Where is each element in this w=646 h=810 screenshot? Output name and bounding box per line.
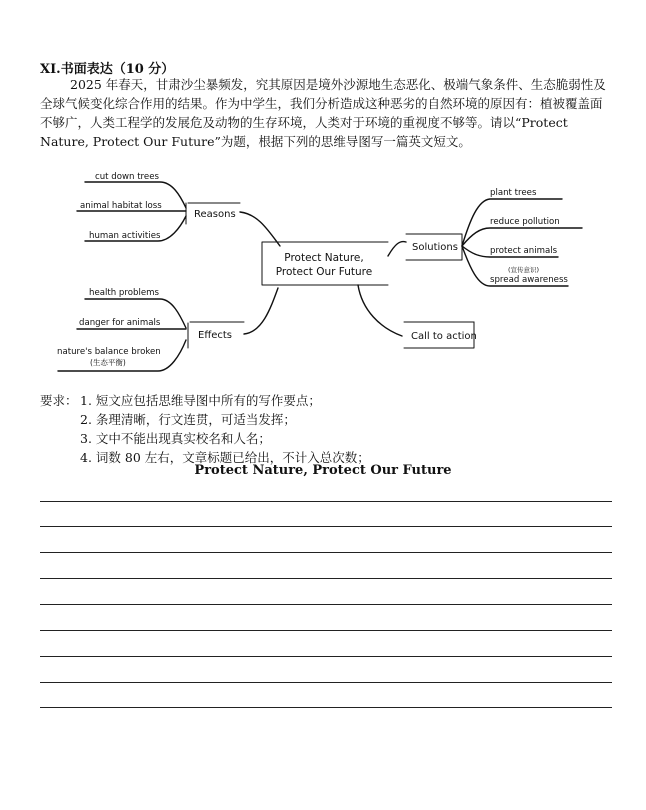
effects-item-2: danger for animals — [79, 318, 161, 328]
answer-line[interactable] — [40, 552, 612, 553]
effects-note: (生态平衡) — [90, 358, 126, 367]
section-heading: XI.书面表达（10 分） — [40, 62, 175, 77]
requirement-item: 3. 文中不能出现真实校名和人名； — [80, 431, 271, 446]
requirement-item: 4. 词数 80 左右，文章标题已给出，不计入总次数； — [80, 450, 370, 465]
effects-item-3: nature's balance broken — [57, 347, 161, 357]
call-to-action-connector — [358, 285, 402, 336]
solutions-item-2: reduce pollution — [490, 217, 560, 227]
effects-label: Effects — [198, 330, 232, 341]
answer-line[interactable] — [40, 526, 612, 527]
answer-line[interactable] — [40, 656, 612, 657]
effects-connector — [244, 288, 278, 334]
call-to-action-label: Call to action — [411, 331, 477, 342]
center-title-line-2: Protect Our Future — [275, 266, 373, 278]
answer-line[interactable] — [40, 630, 612, 631]
intro-paragraph: 2025 年春天，甘肃沙尘暴频发，究其原因是境外沙源地生态恶化、极端气象条件、生态脆弱性及全球气候变化综合作用的结果。作为中学生，我们分析造成这种恶劣的自然环境的原因有：植被覆盖面不够广，人类工程学的发展危及动物的生存环境，人类对于环境的重视度不够等。请以“Protect Nature, Protect Our Future”为题，根据下列的思维导图写一篇英文短文。 — [40, 77, 606, 149]
answer-line[interactable] — [40, 578, 612, 579]
reasons-label: Reasons — [194, 209, 236, 220]
answer-line[interactable] — [40, 707, 612, 708]
answer-line[interactable] — [40, 682, 612, 683]
task-instructions — [40, 75, 612, 151]
solutions-label: Solutions — [412, 242, 458, 253]
requirement-item: 2. 条理清晰，行文连贯，可适当发挥； — [80, 412, 296, 427]
effects-item-1: health problems — [89, 288, 159, 298]
mind-map — [0, 160, 646, 382]
solutions-underline-2 — [462, 228, 582, 246]
reasons-item-2: animal habitat loss — [80, 201, 162, 211]
requirements-list — [80, 391, 600, 467]
answer-line[interactable] — [40, 604, 612, 605]
solutions-item-1: plant trees — [490, 188, 537, 198]
requirements-label: 要求： — [40, 393, 78, 408]
solutions-connector — [388, 242, 406, 256]
solutions-item-4: spread awareness — [490, 275, 568, 285]
reasons-item-1: cut down trees — [95, 172, 159, 182]
essay-title: Protect Nature, Protect Our Future — [194, 463, 452, 478]
answer-line[interactable] — [40, 501, 612, 502]
reasons-item-3: human activities — [89, 231, 161, 241]
center-title-line-1: Protect Nature, — [284, 252, 364, 264]
requirement-item: 1. 短文应包括思维导图中所有的写作要点； — [80, 393, 321, 408]
solutions-note: (宣传意识) — [508, 266, 540, 274]
reasons-connector — [240, 212, 280, 246]
solutions-item-3: protect animals — [490, 246, 558, 256]
